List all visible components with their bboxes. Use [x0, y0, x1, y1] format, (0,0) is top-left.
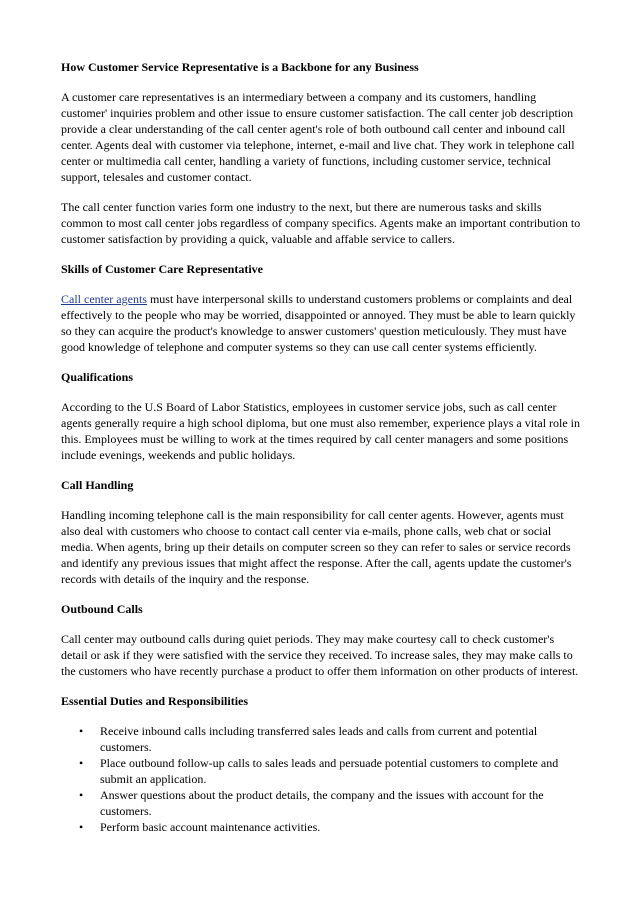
list-item-text: Place outbound follow-up calls to sales leads and persuade potential customers to complete and submit an application.: [100, 756, 559, 786]
call-handling-paragraph: Handling incoming telephone call is the main responsibility for call center agents. However, agents must also deal with customers who choose to contact call center via e-mails, phone calls, web chat or social media. When agents, bring up their details on computer screen so they can refer to sales or service records and identify any previous issues that might affect the response. After the call, agents update the customer's records with details of the inquiry and the response.: [61, 508, 572, 586]
duties-list: [61, 723, 581, 835]
bullet-icon: •: [79, 820, 84, 834]
list-item: [79, 819, 581, 835]
list-item: [79, 755, 581, 787]
outbound-calls-heading: Outbound Calls: [61, 602, 143, 616]
document-page: [61, 59, 581, 835]
list-item: [79, 787, 581, 819]
duties-heading: Essential Duties and Responsibilities: [61, 694, 249, 708]
call-handling-heading: Call Handling: [61, 478, 134, 492]
list-item-text: Answer questions about the product details, the company and the issues with account for the customers.: [100, 788, 544, 818]
intro-paragraph-2: The call center function varies form one industry to the next, but there are numerous tasks and skills common to most call center jobs regardless of company specifics. Agents make an important contribution to customer satisfaction by providing a quick, valuable and affable service to callers.: [61, 200, 581, 246]
bullet-icon: •: [79, 724, 84, 738]
outbound-calls-paragraph: Call center may outbound calls during quiet periods. They may make courtesy call to check customer's detail or ask if they were satisfied with the service they received. To increase sales, they may make calls to the customers who have recently purchase a product to offer them information on other products of interest.: [61, 632, 579, 678]
qualifications-paragraph: According to the U.S Board of Labor Statistics, employees in customer service jobs, such as call center agents generally require a high school diploma, but one must also remember, experience plays a vital role in this. Employees must be willing to work at the times required by call center managers and some positions include evenings, weekends and public holidays.: [61, 400, 581, 462]
skills-heading: Skills of Customer Care Representative: [61, 262, 263, 276]
bullet-icon: •: [79, 788, 84, 802]
skills-body-text: must have interpersonal skills to understand customers problems or complaints and deal effectively to the people who may be worried, disappointed or annoyed. They must be able to learn quickly so they can acquire the product's knowledge to answer customers' question meticulously. They must have good knowledge of telephone and computer systems so they can use call center systems efficiently.: [61, 292, 576, 354]
document-title: How Customer Service Representative is a Backbone for any Business: [61, 60, 419, 74]
list-item-text: Perform basic account maintenance activities.: [100, 820, 321, 834]
list-item-text: Receive inbound calls including transferred sales leads and calls from current and potential customers.: [100, 724, 538, 754]
skills-paragraph: [61, 291, 581, 355]
bullet-icon: •: [79, 756, 84, 770]
call-center-agents-link[interactable]: Call center agents: [61, 292, 147, 306]
list-item: [79, 723, 581, 755]
intro-paragraph-1: A customer care representatives is an intermediary between a company and its customers, handling customer' inquiries problem and other issue to ensure customer satisfaction. The call center job description provide a clear understanding of the call center agent's role of both outbound call center and inbound call center. Agents deal with customer via telephone, internet, e-mail and live chat. They work in telephone call center or multimedia call center, handling a variety of functions, including customer service, technical support, telesales and customer contact.: [61, 90, 575, 184]
qualifications-heading: Qualifications: [61, 370, 134, 384]
